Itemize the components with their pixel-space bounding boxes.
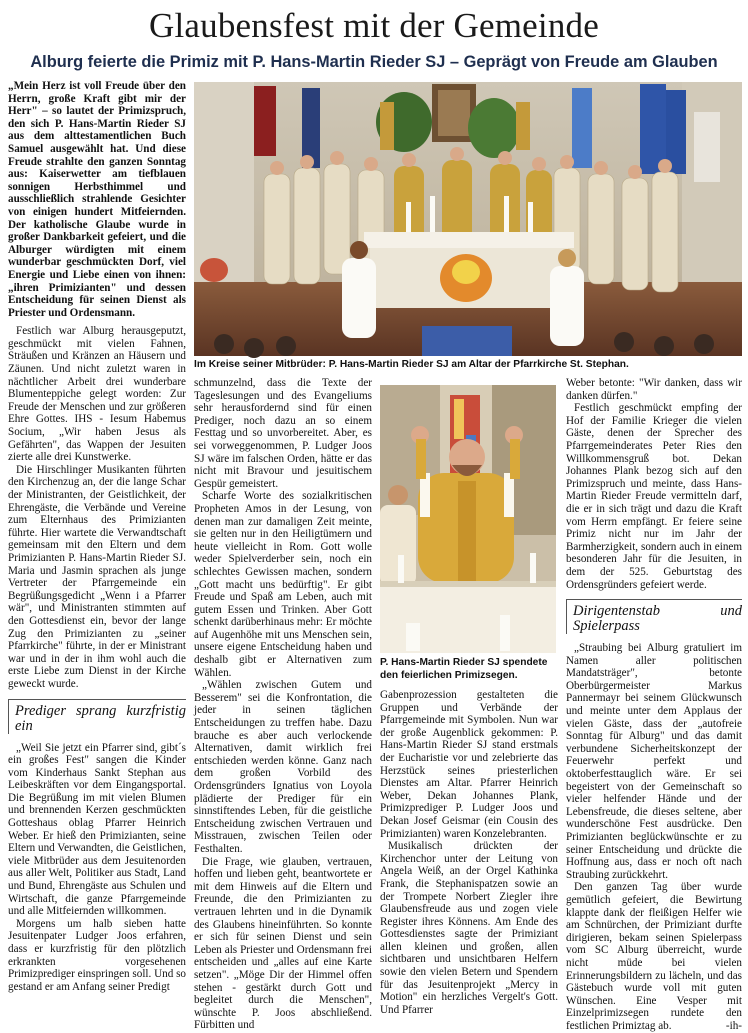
body-paragraph: Die Hirschlinger Musikanten führten den Kirchenzug an, der die lange Schar der Ministranten, der Geistlichkeit, der Ehrengäste, die Verbände und Vereine zum Elternhaus des Primizianten führte. Hier wartete die Verwandtschaft gemeinsam mit den Eltern und dem Primizianten P. Hans-Martin Rieder SJ. Maria und Jasmin sprachen als junge Vertreter der Pfarrgemeinde ein Begrüßungsgedicht „Wenn i a Pfarrer wär", und Ministranten stimmten auf den Gottesdienst ein, bevor der lange Zug den Primizianten zu „seiner Pfarrkirche" führte, in der er Ministrant war und in der in ihm wohl auch die erste Liebe zum Dienst in der Kirche geweckt wurde.	[8, 463, 186, 690]
photo-caption-2: P. Hans-Martin Rieder SJ spendete den feierlichen Primizsegen.	[380, 657, 548, 681]
photo-blessing	[380, 385, 556, 653]
body-paragraph: Festlich war Alburg herausgeputzt, geschmückt mit vielen Fahnen, Sträußen und Kränzen an Häusern und Zäunen. Und nicht zuletzt waren in nächtlicher Arbeit drei wunderbare Blumenteppiche gelegt worden: Zur Freude der Menschen und zur größeren Ehre Gottes. IHS - Iesum Habemus Socium, „Wir haben Jesus als Gefährten", das Wappen der Jesuiten zierte alle drei Kunstwerke.	[8, 325, 186, 464]
body-paragraph: „Wählen zwischen Gutem und Besserem" sei die Konfrontation, die jeder in seinen täglichen Entscheidungen zu treffen habe. Dazu brauche es aber auch verlockende Alternativen, damit wirklich frei entschieden werden könne. Ganz nach dem großen Vorbild des Ordensgründers Ignatius von Loyola plädierte der Prediger für ein sinnstiftendes Leben, für die geistliche Entscheidung zwischen Vertrauen und Misstrauen, zwischen Teilen oder Festhalten.	[194, 679, 372, 855]
column-1	[8, 80, 186, 1024]
body-paragraph: „Weil Sie jetzt ein Pfarrer sind, gibt´s ein großes Fest" sangen die Kinder vom Kinderhaus Sankt Stephan aus Leibeskräften vor dem Eingangsportal. Die Begrüßung im mit vielen Blumen und brennenden Kerzen geschmückten Gotteshaus oblag Pfarrer Heinrich Weber. Er hieß den Primizianten, seine Eltern und Verwandten, die Geistlichen, viele Mitbrüder aus dem Jesuitenorden aus aller Welt, Politiker aus Stadt, Land und Bund, Ehrengäste aus Schulen und Wirtschaft, die ganze Pfarrgemeinde und alle Mitfeiernden willkommen.	[8, 741, 186, 918]
body-paragraph: Musikalisch drückten der Kirchenchor unter der Leitung von Angela Weiß, an der Orgel Kathinka Frank, die Stephanispatzen sowie an der Trompete Norbert Ziegler ihre Glaubensfreude aus und zogen viele Register ihres Könnens. Am Ende des Gottesdienstes sagte der Primiziant allen kleinen und großen, allen sichtbaren und unsichtbaren Helfern sowie den vielen Betern und Spendern für das Jesuitenprojekt „Mercy in Motion" ein herzliches Vergelt's Gott. Und Pfarrer	[380, 840, 558, 1016]
body-paragraph: Festlich geschmückt empfing der Hof der Familie Krieger die vielen Gäste, denen der Sprecher des Pfarrgemeinderates Peter Ries den Willkommensgruß bot. Dekan Johannes Plank bezog sich auf den Primizspruch und meinte, dass Hans-Martin Rieder Freude vermitteln darf, die er in sich trägt und dazu die Kraft vom Herrn empfängt. Er feiere seine Primiz nicht nur im Jahr der Barmherzigkeit, sondern auch in einem besonderen Jahr für die Jesuiten, in dem der 525. Geburtstag des Ordensgründers gefeiert werde.	[566, 402, 742, 591]
body-paragraph: „Straubing bei Alburg gratuliert im Namen aller politischen Mandatsträger", betonte Oberbürgermeister Markus Pannermayr bei seinem Glückwunsch und meinte unter dem Applaus der vielen Gäste, dass der „autofreie Sonntag für Alburg" und das damit verbundene Sicherheitskonzept der Feuerwehr perfekt und oktoberfesttauglich wäre. Er sei begeistert von der Gemeinschaft so vieler helfender Hände und der Lebensfreude, die dieses seltene, aber wunderschöne Fest ausdrücke. Den Primizianten beglückwünschte er zu seiner Entscheidung und drückte die Hoffnung aus, dass er noch oft nach Straubing zurückkehrt.	[566, 642, 742, 881]
column-2	[194, 377, 372, 1032]
body-paragraph: Scharfe Worte des sozialkritischen Propheten Amos in der Lesung, von denen man zur damaligen Zeit meinte, sie gelten nur in den Heiligtümern und heute vielleicht in Rom. Gott wolle weder Spielverderber sein, noch ein schlechtes Gewissen machen, sondern „Gott macht uns bedürftig". Er gibt Freude und Spaß am Leben, auch mit gutem Essen und Trinken. Aber Gott schenkt darüberhinaus mehr: Er möchte auf Augenhöhe mit uns Menschen sein, unsere eigene Entscheidung haben und deshalb gibt er Alternativen zum Wählen.	[194, 490, 372, 679]
body-paragraph: Die Frage, wie glauben, vertrauen, hoffen und lieben geht, beantwortete er mit dem Hinweis auf die Eltern und Freunde, die den Primizianten zu vertrauen lehrten und in die Dynamik des Glaubens hineinführten. So konnte er sich für seinen Dienst und sein Leben als Priester und Ordensmann frei entscheiden und „alles auf eine Karte setzen". „Möge Dir der Himmel offen stehen - gestärkt durch Gott und begleitet durch die Menschen", wünschte P. Joos abschließend. Fürbitten und	[194, 855, 372, 1032]
subheading-dirigentenstab: Dirigentenstab und Spielerpass	[566, 599, 742, 634]
photo-altar-scene	[194, 82, 742, 356]
body-paragraph: Gabenprozession gestalteten die Gruppen und Verbände der Pfarrgemeinde mit Symbolen. Nun war der große Augenblick gekommen: P. Hans-Martin Rieder SJ stand erstmals der Eucharistie vor und zelebrierte das Herzstück seines priesterlichen Dienstes am Altar. Pfarrer Heinrich Weber, Dekan Johannes Plank, Primizprediger P. Ludger Joos und Dekan Josef Geismar (ein Cousin des Primizianten) waren Konzelebranten.	[380, 689, 558, 840]
blessing-photo-illustration	[380, 385, 556, 653]
body-paragraph: Morgens um halb sieben hatte Jesuitenpater Ludger Joos erfahren, dass er kurzfristig für den plötzlich erkrankten vorgesehenen Primizprediger einspringen soll. Und so gestand er am Anfang seiner Predigt	[8, 917, 186, 993]
article-headline: Glaubensfest mit der Gemeinde	[149, 6, 599, 45]
lead-paragraph: „Mein Herz ist voll Freude über den Herrn, große Kraft gibt mir der Herr" – so lautet der Primizspruch, den sich P. Hans-Martin Rieder SJ aus dem alttestamentlichen Buch Samuel ausgewählt hat. Und diese Freude strahlte den ganzen Sonntag aus: Kaiserwetter am tiefblauen sonnigen Herbsthimmel und ausschließlich strahlende Gesichter von einigen hundert Mitfeiernden. Der katholische Glaube wurde in großer Dankbarkeit gefeiert, und die Alburger würdigten mit einem wunderbar geschmückten Dorf, viel Energie und Liebe einen von ihnen: „ihren Primizianten" und dessen Entscheidung für seinen Dienst als Priester und Ordensmann.	[8, 80, 186, 319]
body-paragraph-text: Den ganzen Tag über wurde gemütlich gefeiert, die Bewirtung klappte dank der fleißigen Helfer wie am Schnürchen, der Primiziant durfte dirigieren, bekam seinen Spielerpass vom SC Alburg überreicht, wurde nicht müde bei vielen Erinnerungsbildern zu lächeln, und das Gästebuch wurde voll mit guten Wünschen. Eine Vesper mit Einzelprimizsegen rundete den festlichen Primiztag ab.	[566, 881, 742, 1032]
body-paragraph: schmunzelnd, dass die Texte der Tageslesungen und des Evangeliums sehr herausfordernd sind für einen Prediger, noch dazu an so einem Festtag und so unvorbereitet. Aber, es sei vorweggenommen, P. Ludger Joos SJ wäre im falschen Orden, hätte er das nicht mit Bravour und jesuitischem Gespür gemeistert.	[194, 377, 372, 490]
body-paragraph	[566, 881, 742, 1032]
altar-photo-illustration	[194, 82, 742, 356]
column-4	[566, 377, 742, 1032]
column-3	[380, 689, 558, 1024]
article-subheadline: Alburg feierte die Primiz mit P. Hans-Martin Rieder SJ – Geprägt von Freude am Glauben	[30, 53, 718, 71]
photo-caption-1: Im Kreise seiner Mitbrüder: P. Hans-Martin Rieder SJ am Altar der Pfarrkirche St. Stephan.	[194, 359, 629, 370]
subheading-prediger: Prediger sprang kurzfristig ein	[8, 699, 186, 734]
body-paragraph: Weber betonte: "Wir danken, dass wir danken dürfen."	[566, 377, 742, 402]
author-signature: -ih-	[725, 1019, 742, 1032]
